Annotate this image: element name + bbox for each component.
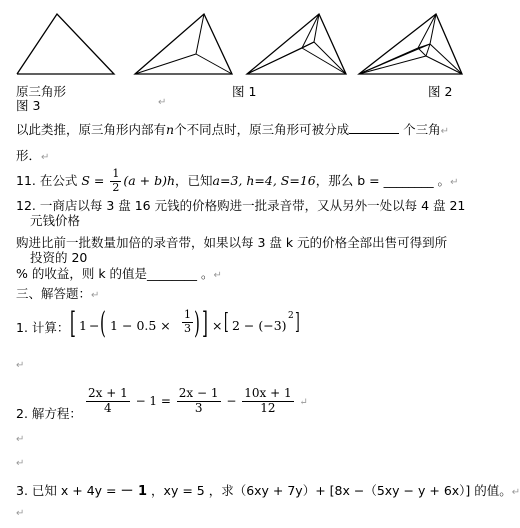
return-mark: ↵ — [213, 270, 222, 281]
q1-bracket-close: ] — [202, 306, 208, 341]
return-mark: ↵ — [440, 126, 449, 137]
q1-fraction — [182, 309, 193, 335]
q11-given: a=3, h=4, S=16 — [212, 173, 316, 188]
triangle-figure-3 — [356, 8, 466, 78]
original-triangle-label: 原三角形 — [16, 84, 67, 99]
q3-rest: ，xy = 5 ，求（6xy + 7y）+ [8x −（5xy − y + 6x）] 的值。 — [151, 483, 512, 498]
q1-frac-num: 1 — [184, 308, 191, 321]
q3-prefix: 3. 已知 x + 4y = — [16, 483, 117, 498]
figure-1-label: 图 1 — [232, 84, 257, 99]
q11-frac-den: 2 — [112, 181, 120, 194]
q10-text-d: 形． — [16, 148, 42, 163]
q1-bracket2-body: 2 − (−3) — [232, 318, 287, 333]
q2-equation — [84, 387, 308, 416]
q3-line — [16, 480, 520, 499]
q12-line-5 — [16, 264, 222, 282]
q1-exponent: 2 — [288, 311, 294, 321]
q10-blank — [349, 133, 399, 134]
return-mark: ↵ — [16, 360, 25, 371]
return-mark: ↵ — [41, 152, 50, 163]
q1-one-a: 1 — [79, 318, 87, 333]
return-mark: ↵ — [158, 97, 167, 108]
q11-tail: ，那么 b = ________ 。 — [315, 173, 451, 188]
q1-bracket2-close: ] — [295, 310, 300, 335]
q10-line-2 — [16, 146, 49, 164]
q12-line-4: 投资的 20 — [30, 250, 88, 265]
q2-f3-den: 12 — [260, 400, 276, 415]
return-mark: ↵ — [16, 434, 25, 445]
q11-expr: (a + b)h — [123, 173, 176, 188]
q1-paren-open: ( — [100, 306, 106, 341]
q10-text-b: 个不同点时，原三角形可被分成 — [174, 122, 350, 137]
q11-eq: = — [89, 173, 109, 188]
figure-3-label: 图 3 — [16, 98, 41, 113]
figure-2-label: 图 2 — [428, 84, 453, 99]
q2-f2-den: 3 — [194, 400, 203, 415]
q11-frac-num: 1 — [112, 167, 120, 181]
section-3-heading — [16, 284, 99, 302]
q1-times: × — [212, 318, 223, 333]
q11-mid: ，已知 — [175, 173, 213, 188]
q11-var-s: S — [81, 173, 90, 188]
q10-text-c: 个三角 — [403, 122, 441, 137]
q12-line-2: 元钱价格 — [30, 213, 81, 228]
q11-fraction — [110, 168, 121, 194]
q3-value: － 1 — [120, 484, 148, 499]
q1-paren-close: ) — [194, 306, 200, 341]
section-3-heading-text: 三、解答题： — [16, 286, 92, 301]
q12-line-5-text: % 的收益，则 k 的值是________ 。 — [16, 266, 214, 281]
q1-minus-a: − — [89, 318, 100, 333]
q1-bracket-open: [ — [70, 306, 76, 341]
q2-minus: − — [226, 393, 237, 408]
q1-frac-den: 3 — [184, 321, 191, 335]
q10-text-a: 以此类推，原三角形内部有 — [16, 122, 167, 137]
q2-f1-num: 2x + 1 — [88, 386, 128, 400]
q11-line — [16, 168, 458, 196]
q2-f3-num: 10x + 1 — [244, 386, 292, 400]
q2-f2-num: 2x − 1 — [178, 386, 219, 400]
q12-line-3: 购进比前一批数量加倍的录音带，如果以每 3 盘 k 元的价格全部出售可得到所 — [16, 235, 448, 250]
original-triangle-figure — [14, 8, 119, 78]
q2-mid: − 1 = — [135, 393, 171, 408]
q1-expr-b: − 0.5 × — [122, 318, 171, 333]
q1-one-b: 1 — [110, 318, 118, 333]
triangle-figure-1 — [132, 8, 237, 78]
q2-fraction-2 — [177, 387, 221, 416]
return-mark: ↵ — [16, 508, 25, 519]
q10-var-n: n — [166, 122, 175, 137]
return-mark: ↵ — [299, 396, 308, 408]
return-mark: ↵ — [91, 290, 100, 301]
q10-line-1 — [16, 120, 449, 138]
return-mark: ↵ — [16, 458, 25, 469]
q11-prefix: 11. 在公式 — [16, 173, 78, 188]
q2-fraction-1 — [86, 387, 130, 416]
q2-fraction-3 — [242, 387, 293, 416]
triangle-figure-2 — [244, 8, 349, 78]
q12-line-1: 12. 一商店以每 3 盘 16 元钱的价格购进一批录音带，又从另外一处以每 4 盘 21 — [16, 198, 466, 213]
q2-f1-den: 4 — [104, 400, 112, 415]
q1-bracket2-open: [ — [224, 310, 229, 335]
q1-label: 1. 计算： — [16, 320, 70, 335]
q2-label: 2. 解方程： — [16, 406, 82, 421]
return-mark: ↵ — [511, 487, 520, 498]
return-mark: ↵ — [450, 177, 459, 188]
